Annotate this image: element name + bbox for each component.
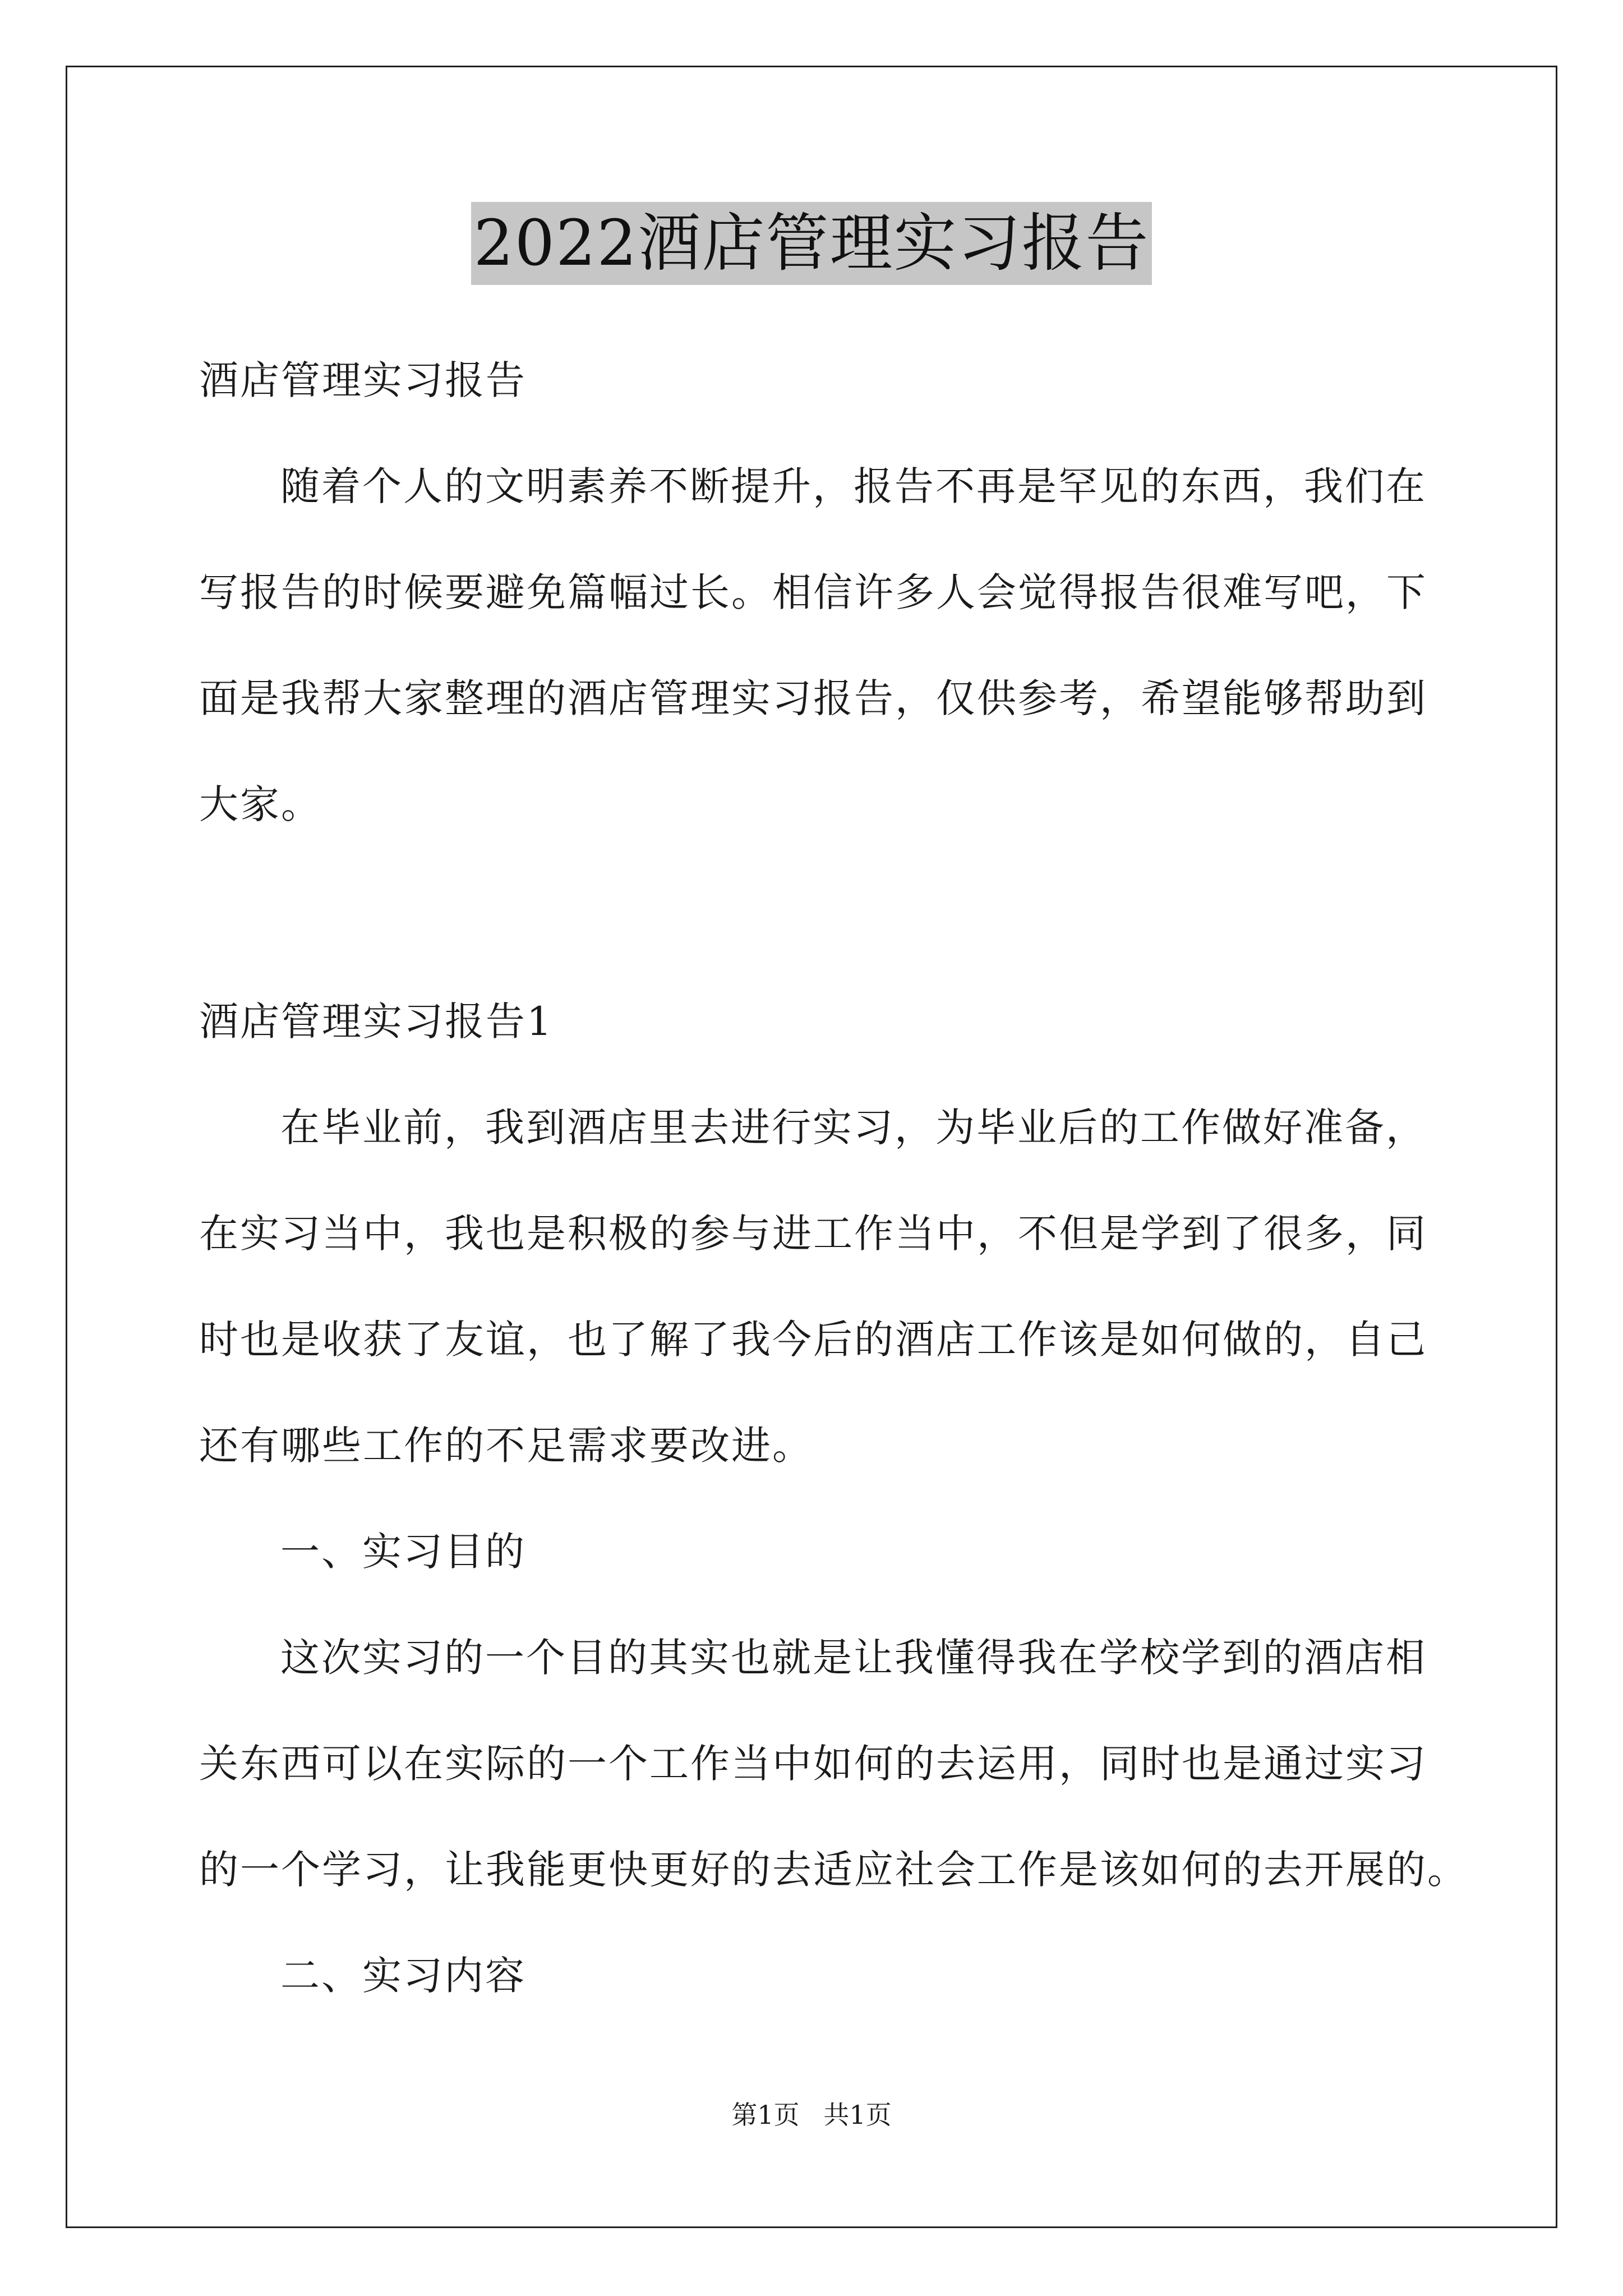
paragraph-line: 的一个学习，让我能更快更好的去适应社会工作是该如何的去开展的。 — [199, 1847, 1468, 1893]
section-heading: 酒店管理实习报告 — [199, 357, 527, 403]
paragraph-line: 大家。 — [199, 781, 322, 827]
paragraph-line: 随着个人的文明素养不断提升，报告不再是罕见的东西，我们在 — [280, 463, 1427, 509]
document-title: 2022酒店管理实习报告 — [471, 202, 1151, 285]
title-container — [0, 202, 1623, 285]
paragraph-line: 在实习当中，我也是积极的参与进工作当中，不但是学到了很多，同 — [199, 1211, 1427, 1257]
paragraph-line: 写报告的时候要避免篇幅过长。相信许多人会觉得报告很难写吧，下 — [199, 569, 1427, 615]
paragraph-line: 在毕业前，我到酒店里去进行实习，为毕业后的工作做好准备， — [280, 1105, 1427, 1151]
paragraph-line: 关东西可以在实际的一个工作当中如何的去运用，同时也是通过实习 — [199, 1741, 1427, 1787]
subsection-heading: 一、实习目的 — [280, 1529, 526, 1575]
paragraph-line: 时也是收获了友谊，也了解了我今后的酒店工作该是如何做的，自己 — [199, 1317, 1427, 1363]
paragraph-line: 面是我帮大家整理的酒店管理实习报告，仅供参考，希望能够帮助到 — [199, 675, 1427, 721]
paragraph-line: 还有哪些工作的不足需求要改进。 — [199, 1423, 813, 1469]
subsection-heading: 二、实习内容 — [280, 1953, 526, 1999]
page-footer — [0, 2098, 1623, 2132]
paragraph-line: 这次实习的一个目的其实也就是让我懂得我在学校学到的酒店相 — [280, 1635, 1427, 1681]
section-heading: 酒店管理实习报告1 — [199, 999, 554, 1045]
page-number-current: 第1页 — [731, 2100, 800, 2130]
page-number-total: 共1页 — [823, 2100, 892, 2130]
